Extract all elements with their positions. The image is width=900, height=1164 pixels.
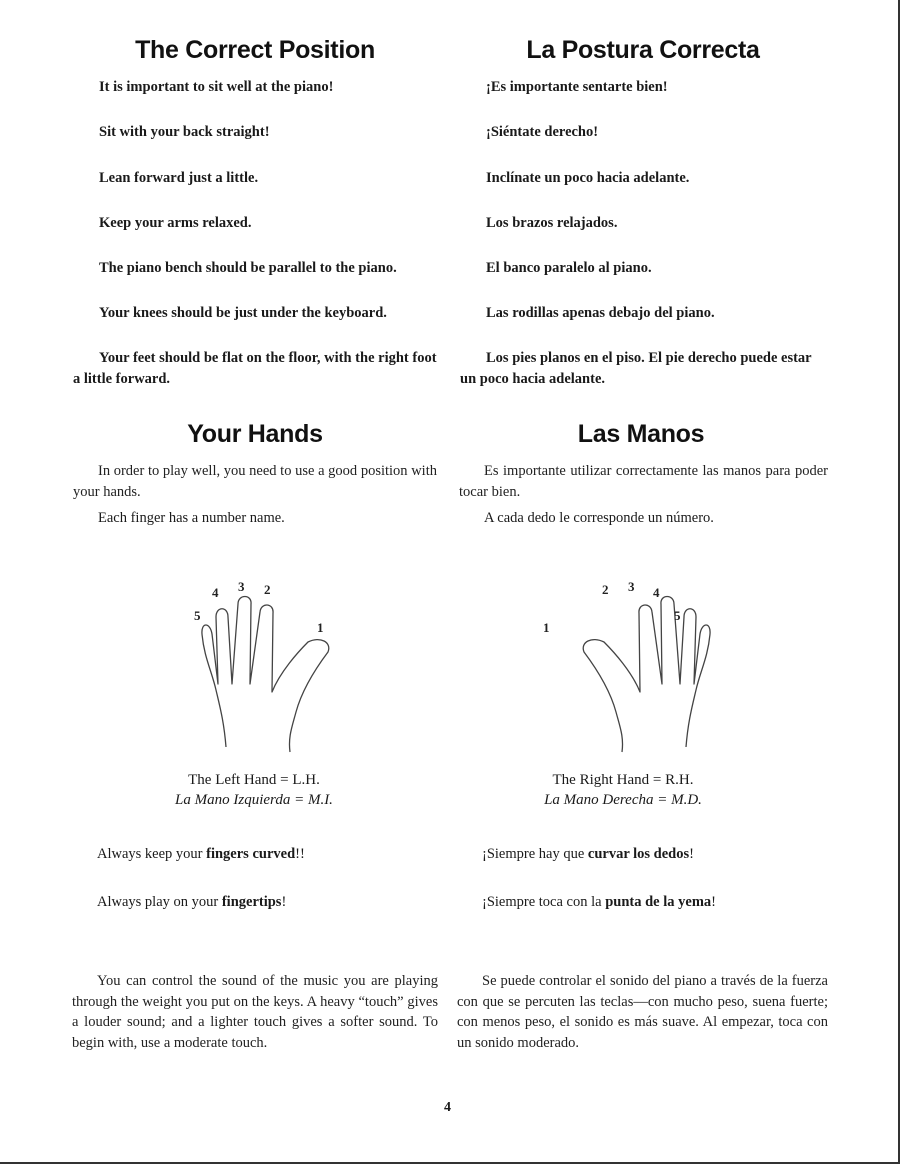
position-line-es: El banco paralelo al piano. — [486, 260, 652, 276]
title-postura-correcta: La Postura Correcta — [526, 36, 760, 64]
hands-intro-es: Es importante utilizar correctamente las manos para poder tocar bien. — [459, 463, 828, 500]
position-line-es: Inclínate un poco hacia adelante. — [486, 170, 690, 186]
touch-paragraph-es: Se puede controlar el sonido del piano a través de la fuerza con que se percuten las teclas—con mucho peso, suena fuerte; con menos peso, el sonido es más suave. Al empezar, toca con un sonido moderado. — [457, 973, 828, 1051]
position-line-en: Sit with your back straight! — [99, 124, 270, 140]
finger-3-label: 3 — [628, 579, 635, 594]
finger-4-label: 4 — [653, 585, 660, 600]
left-hand-caption-en: The Left Hand = L.H. — [188, 772, 320, 788]
title-your-hands: Your Hands — [187, 420, 323, 448]
title-las-manos: Las Manos — [577, 420, 705, 448]
touch-paragraph-en: You can control the sound of the music you are playing through the weight you put on the keys. A heavy “touch” gives a louder sound; and a lighter touch gives a softer sound. To begin with, use a moderate touch. — [72, 973, 438, 1051]
finger-5-label: 5 — [194, 608, 201, 623]
finger-3-label: 3 — [238, 579, 245, 594]
position-line-en: Keep your arms relaxed. — [99, 215, 252, 231]
position-line-en: Your feet should be flat on the floor, with the right foot a little forward. — [73, 350, 437, 387]
position-line-es: Las rodillas apenas debajo del piano. — [486, 305, 715, 321]
finger-4-label: 4 — [212, 585, 219, 600]
fingertips-en: Always play on your fingertips! — [97, 894, 287, 910]
right-hand-outline-icon — [583, 597, 710, 753]
position-line-en: It is important to sit well at the piano! — [99, 79, 334, 95]
position-line-en: Lean forward just a little. — [99, 170, 259, 186]
hands-intro-en: In order to play well, you need to use a good position with your hands. — [73, 463, 437, 500]
fingers-curved-es: ¡Siempre hay que curvar los dedos! — [482, 846, 694, 862]
left-hand-drawing — [180, 572, 380, 762]
position-line-es: ¡Es importante sentarte bien! — [486, 79, 668, 95]
right-hand-caption-en: The Right Hand = R.H. — [552, 772, 694, 788]
left-hand-caption — [129, 770, 379, 810]
finger-2-label: 2 — [602, 582, 609, 597]
page-number: 4 — [444, 1100, 451, 1115]
finger-names-es: A cada dedo le corresponde un número. — [484, 510, 714, 526]
right-hand-caption — [498, 770, 748, 810]
finger-1-label: 1 — [317, 620, 324, 635]
position-line-es: Los brazos relajados. — [486, 215, 618, 231]
right-hand-drawing — [532, 572, 732, 762]
position-line-en: The piano bench should be parallel to the piano. — [99, 260, 397, 276]
finger-1-label: 1 — [543, 620, 550, 635]
fingertips-es: ¡Siempre toca con la punta de la yema! — [482, 894, 716, 910]
finger-2-label: 2 — [264, 582, 271, 597]
right-hand-caption-es: La Mano Derecha = M.D. — [544, 792, 702, 808]
left-hand-caption-es: La Mano Izquierda = M.I. — [175, 792, 333, 808]
position-line-en: Your knees should be just under the keyboard. — [99, 305, 387, 321]
position-line-es: ¡Siéntate derecho! — [486, 124, 599, 140]
left-hand-outline-icon — [202, 597, 329, 753]
finger-names-en: Each finger has a number name. — [98, 510, 285, 526]
finger-5-label: 5 — [674, 608, 681, 623]
position-line-es: Los pies planos en el piso. El pie derecho puede estar un poco hacia adelante. — [460, 350, 812, 387]
fingers-curved-en: Always keep your fingers curved!! — [97, 846, 305, 862]
title-correct-position: The Correct Position — [135, 36, 375, 64]
